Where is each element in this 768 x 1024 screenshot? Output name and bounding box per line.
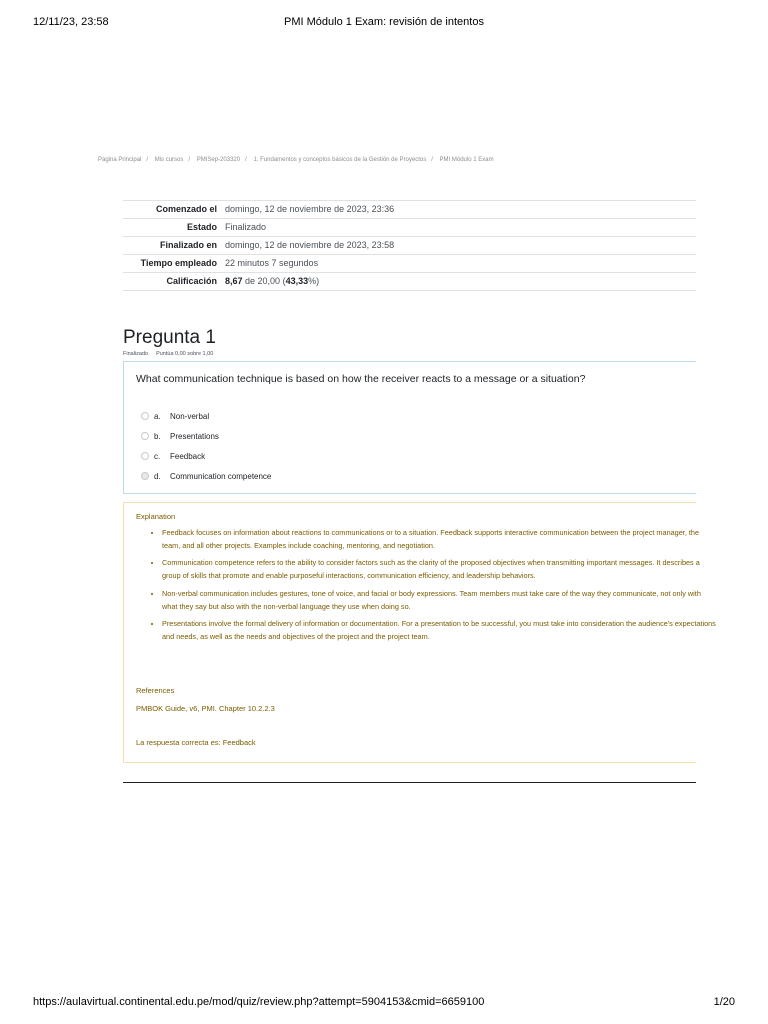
answer-options [141,406,271,486]
time-label: Tiempo empleado [123,255,221,273]
reference-item: PMBOK Guide, v6, PMI. Chapter 10.2.2.3 [136,704,275,713]
radio-button[interactable] [141,452,149,460]
print-header [0,16,768,32]
grade-score: 8,67 [225,276,243,286]
option-d[interactable] [141,466,271,486]
question-title: Pregunta 1 [123,327,216,348]
time-value: 22 minutos 7 segundos [221,255,696,273]
option-c[interactable] [141,446,271,466]
state-label: Estado [123,219,221,237]
print-title: PMI Módulo 1 Exam: revisión de intentos [284,16,484,28]
grade-label: Calificación [123,273,221,291]
print-page-number: 1/20 [713,996,735,1008]
question-text: What communication technique is based on how the receiver reacts to a message or a situation? [136,373,586,385]
print-url: https://aulavirtual.continental.edu.pe/mod/quiz/review.php?attempt=5904153&cmid=6659100 [33,996,485,1008]
print-footer [0,996,768,1012]
question-meta [123,351,213,357]
grade-value: 8,67 de 20,00 (43,33%) [221,273,696,291]
state-value: Finalizado [221,219,696,237]
option-label: Communication competence [170,471,272,481]
summary-row-finished [123,237,696,255]
option-letter: a. [154,411,161,421]
print-date: 12/11/23, 23:58 [33,16,109,28]
breadcrumb-item-home[interactable]: Página Principal [98,157,142,163]
radio-button-selected[interactable] [141,472,149,480]
started-label: Comenzado el [123,201,221,219]
option-letter: c. [154,451,161,461]
feedback-item: • Non-verbal communication includes gestures, tone of voice, and facial or body expressions. Team members must take care of the way they communicate, not only with what they say but also with the non-verbal language they use when doing so. [162,588,718,613]
feedback-box [123,502,716,763]
summary-row-grade [123,273,696,291]
breadcrumb-item-my-courses[interactable]: Mis cursos [154,157,184,163]
section-divider [123,782,696,783]
summary-row-time [123,255,696,273]
started-value: domingo, 12 de noviembre de 2023, 23:36 [221,201,696,219]
summary-row-state [123,219,696,237]
breadcrumb-item-course[interactable]: PMISep-203320 [196,157,241,163]
finished-label: Finalizado en [123,237,221,255]
breadcrumb: Página Principal / Mis cursos / PMISep-203320 / 1. Fundamentos y conceptos básicos de la Gestión de Proyectos / PMI Módulo 1 Exam [98,157,494,163]
question-points: Puntúa 0,00 sobre 1,00 [156,351,214,357]
feedback-list [136,527,718,649]
option-letter: b. [154,431,161,441]
summary-row-started [123,201,696,219]
grade-percent: 43,33 [285,276,309,286]
finished-value: domingo, 12 de noviembre de 2023, 23:58 [221,237,696,255]
question-status: Finalizado [123,351,149,357]
breadcrumb-item-section[interactable]: 1. Fundamentos y conceptos básicos de la Gestión de Proyectos [253,157,427,163]
option-letter: d. [154,471,161,481]
feedback-item: • Communication competence refers to the ability to consider factors such as the clarity of the proposed objectives when transmitting important messages. It describes a group of skills that promote and enable purposeful interactions, communication efficiency, and leadership behaviors. [162,557,718,582]
feedback-item: • Feedback focuses on information about reactions to communications or to a situation. Feedback supports interactive communication between the project manager, the team, and all other projects. Examples include coaching, mentoring, and negotiation. [162,527,718,552]
radio-button[interactable] [141,432,149,440]
attempt-summary-table [123,200,696,291]
radio-button[interactable] [141,412,149,420]
option-label: Feedback [170,451,206,461]
correct-answer: La respuesta correcta es: Feedback [136,738,256,747]
breadcrumb-item-quiz[interactable]: PMI Módulo 1 Exam [439,157,494,163]
feedback-heading: Explanation [136,512,176,521]
option-b[interactable] [141,426,271,446]
feedback-item: • Presentations involve the formal delivery of information or documentation. For a presentation to be successful, you must take into consideration the audience's expectations and needs, as well as the needs and objectives of the project and the project team. [162,618,718,643]
question-box [123,361,696,494]
option-label: Non-verbal [170,411,210,421]
option-label: Presentations [170,431,219,441]
option-a[interactable] [141,406,271,426]
references-label: References [136,686,175,695]
